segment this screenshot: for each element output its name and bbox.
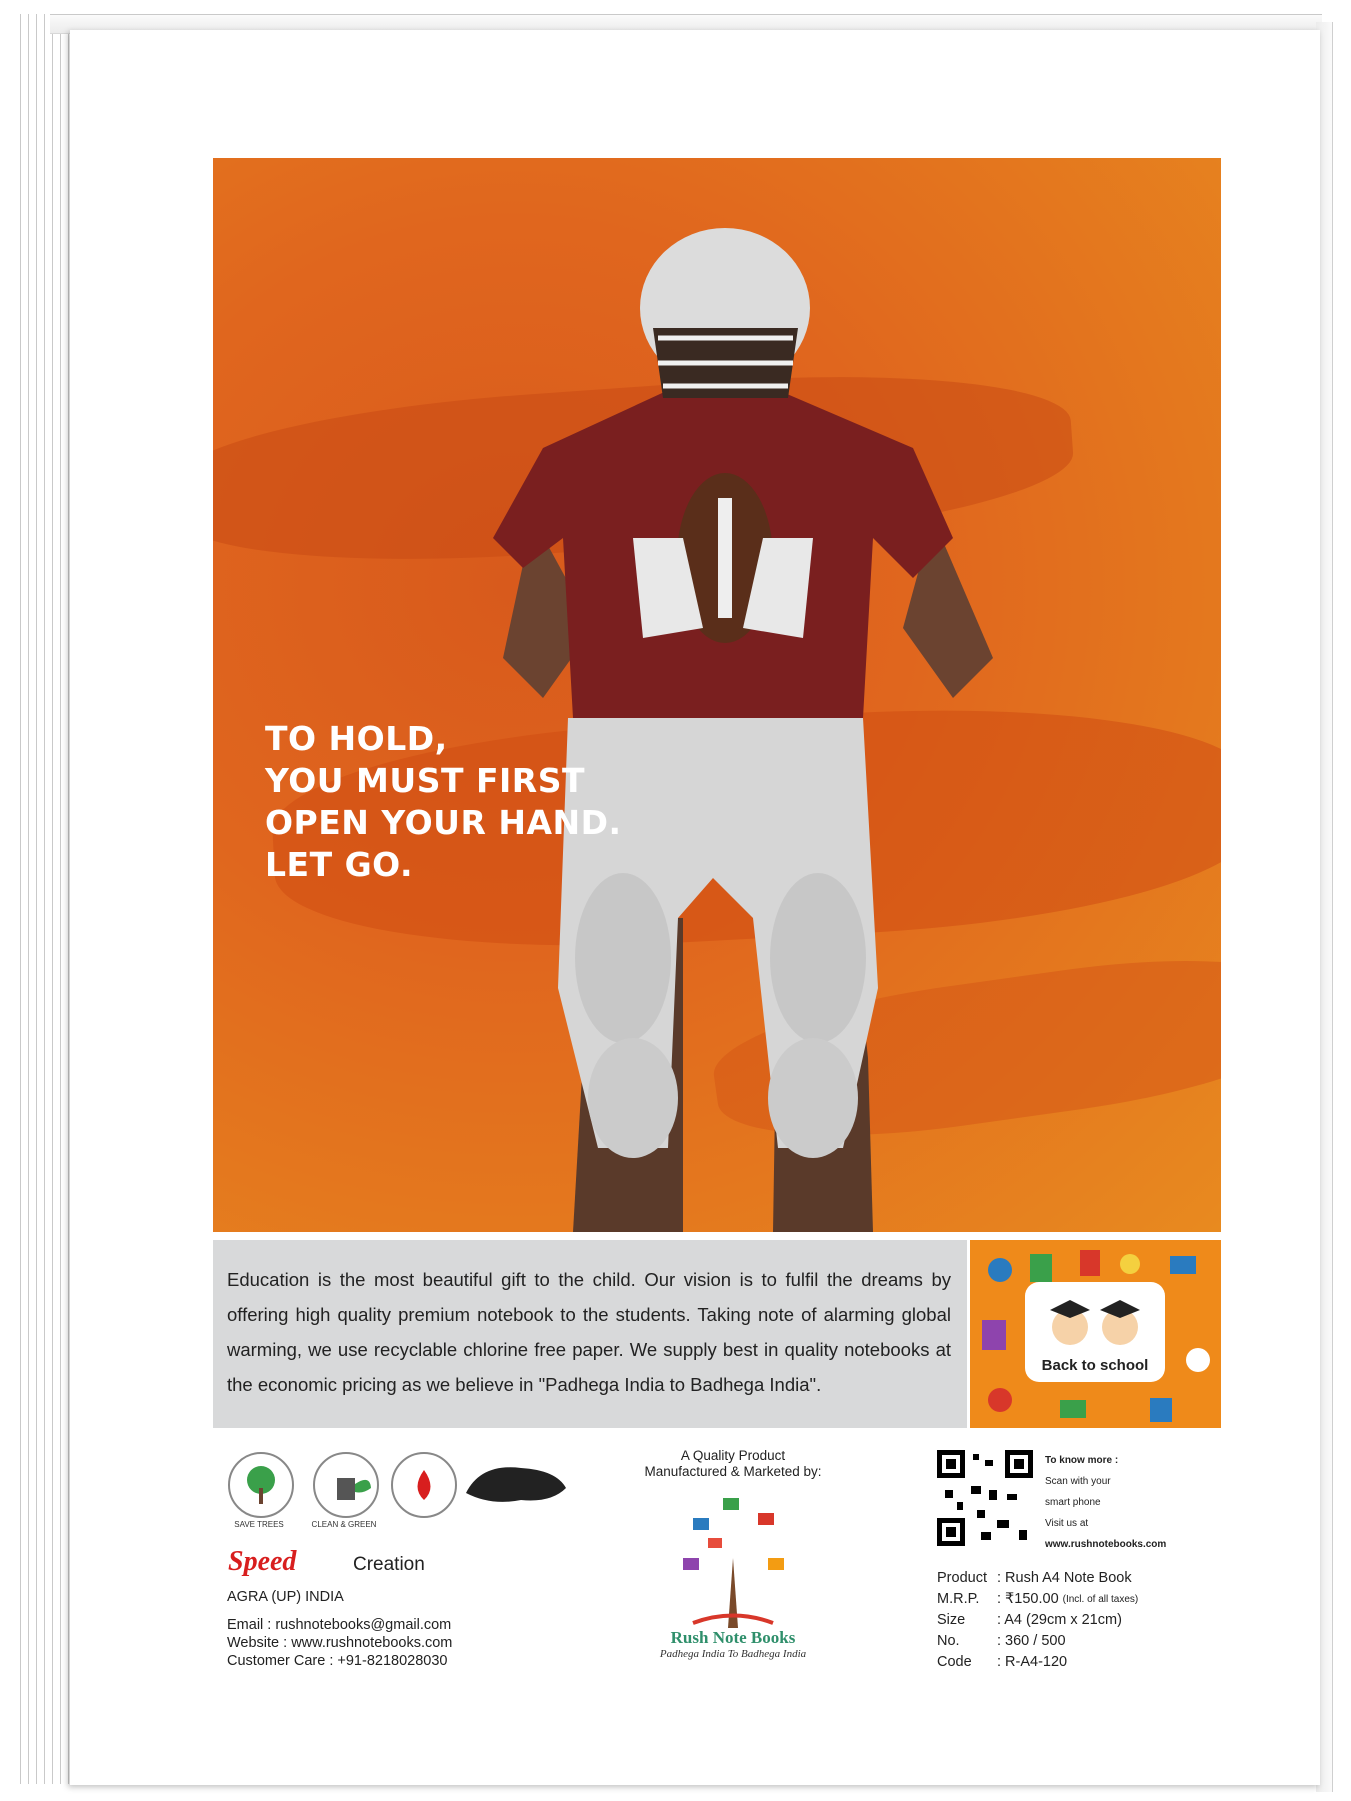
spec-key: Size bbox=[937, 1612, 966, 1628]
product-specs bbox=[937, 1568, 1138, 1673]
tagline-line: TO HOLD, bbox=[265, 719, 448, 758]
spec-key: Code bbox=[937, 1654, 972, 1670]
footer bbox=[213, 1440, 1221, 1680]
mission-statement-bar bbox=[213, 1240, 967, 1428]
tagline-line: OPEN YOUR HAND. bbox=[265, 803, 622, 842]
speed-logo: Speed bbox=[228, 1546, 297, 1577]
tagline-line: YOU MUST FIRST bbox=[265, 761, 585, 800]
lion-icon bbox=[461, 1458, 571, 1508]
spec-value: : Rush A4 Note Book bbox=[997, 1570, 1132, 1586]
qr-line2: smart phone bbox=[1045, 1497, 1101, 1508]
blood-drop-icon bbox=[393, 1454, 455, 1516]
spec-row bbox=[937, 1568, 1138, 1589]
spec-row bbox=[937, 1652, 1138, 1673]
company-city: AGRA (UP) INDIA bbox=[227, 1589, 344, 1605]
spec-row bbox=[937, 1589, 1138, 1610]
spec-value: : 360 / 500 bbox=[997, 1633, 1066, 1649]
brand-name: Rush Note Books bbox=[670, 1628, 796, 1647]
maker-line2: Manufactured & Marketed by: bbox=[644, 1464, 822, 1479]
qr-code[interactable] bbox=[937, 1450, 1033, 1546]
save-trees-label: SAVE TREES bbox=[234, 1520, 284, 1529]
clean-green-badge bbox=[313, 1452, 379, 1518]
spec-value: : R-A4-120 bbox=[997, 1654, 1068, 1670]
spec-row bbox=[937, 1610, 1138, 1631]
qr-heading: To know more : bbox=[1045, 1455, 1119, 1466]
book-tree-icon bbox=[663, 1488, 803, 1628]
clean-green-label: CLEAN & GREEN bbox=[311, 1520, 377, 1529]
hero-image bbox=[213, 158, 1221, 1232]
back-to-school-card bbox=[1025, 1282, 1165, 1382]
hero-tagline bbox=[265, 718, 622, 886]
spec-key: M.R.P. bbox=[937, 1591, 980, 1607]
donate-blood-badge bbox=[391, 1452, 457, 1518]
tree-icon bbox=[230, 1454, 292, 1516]
mission-statement: Education is the most beautiful gift to the child. Our vision is to fulfil the dreams by offering high quality premium notebook to the students. Taking note of alarming global warming, we use recyclable chlorine free paper. We supply best in quality notebooks at the economic pricing as we believe in "Padhega India to Badhega India". bbox=[227, 1269, 951, 1395]
football-player-illustration bbox=[213, 158, 1221, 1232]
maker-caption bbox=[613, 1448, 853, 1480]
back-to-school-panel bbox=[970, 1240, 1221, 1428]
brand-tagline: Padhega India To Badhega India bbox=[659, 1648, 807, 1660]
qr-line1: Scan with your bbox=[1045, 1476, 1111, 1487]
back-to-school-label: Back to school bbox=[1041, 1357, 1149, 1374]
maker-line1: A Quality Product bbox=[680, 1448, 786, 1463]
spec-value: : ₹150.00 bbox=[997, 1591, 1059, 1607]
company-website: Website : www.rushnotebooks.com bbox=[227, 1635, 453, 1651]
spec-row bbox=[937, 1631, 1138, 1652]
qr-url[interactable]: www.rushnotebooks.com bbox=[1045, 1539, 1167, 1550]
save-trees-badge bbox=[228, 1452, 294, 1518]
speed-logo-suffix: Creation bbox=[353, 1554, 425, 1575]
spec-key: Product bbox=[937, 1570, 987, 1586]
company-care: Customer Care : +91-8218028030 bbox=[227, 1653, 448, 1669]
company-contact bbox=[227, 1588, 452, 1670]
qr-instructions bbox=[1045, 1450, 1166, 1555]
spec-value: : A4 (29cm x 21cm) bbox=[997, 1612, 1122, 1628]
qr-line3: Visit us at bbox=[1045, 1518, 1089, 1529]
graduate-kids-icon bbox=[1025, 1282, 1165, 1352]
tagline-line: LET GO. bbox=[265, 845, 414, 884]
company-email: Email : rushnotebooks@gmail.com bbox=[227, 1617, 452, 1633]
spec-note: (Incl. of all taxes) bbox=[1062, 1594, 1139, 1605]
recycle-bin-icon bbox=[315, 1454, 377, 1516]
spec-key: No. bbox=[937, 1633, 960, 1649]
